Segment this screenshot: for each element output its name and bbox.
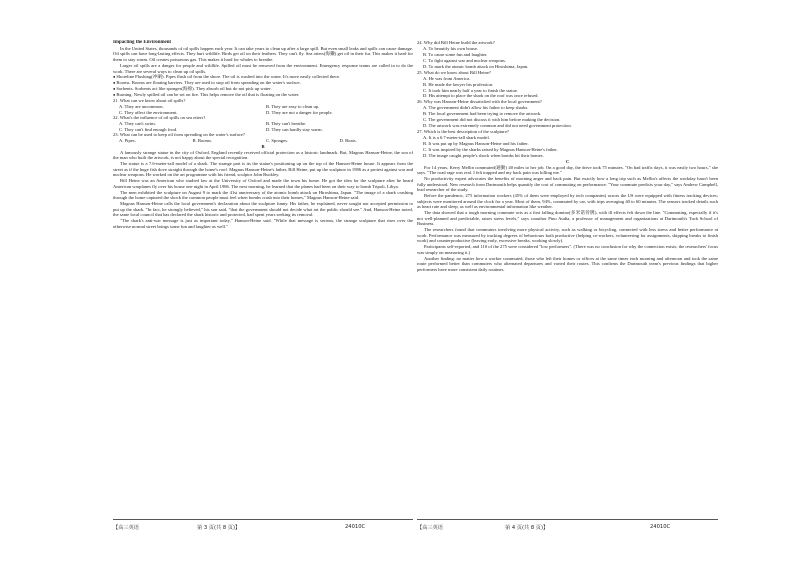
option: C. To fight against war and nuclear weapons.	[423, 57, 506, 63]
option: B. To cause some fun and laughter.	[423, 51, 488, 57]
paragraph: "The shark's anti-war message is just as important today," Hanson-Heine said. "While that message is serious, the strange sculpture that rises over the otherwise normal street brings some fun and laughter as well."	[113, 218, 413, 229]
option: C. They can't find enough food.	[119, 126, 178, 132]
question-21: 21. What can we know about oil spills?	[113, 98, 186, 104]
footer-subject: 【高三英语	[113, 525, 139, 531]
option: D. Boats.	[339, 138, 357, 144]
question-27: 27. Which is the best description of the sculpture?	[417, 129, 509, 135]
option: B. They can't breathe.	[266, 121, 307, 127]
paragraph: Before the pandemic, 275 information workers (45% of them were employed by tech companies) across the US were equipped with fitness tracking devices; subjects were monitored around the clock for a year. Most of them, 94%, commuted by car, with trips averaging 40 to 60 minutes. The sensors tracked details such as heart rate and sleep, as well as environmental information like weather.	[417, 193, 718, 210]
option: D. To mark the atomic bomb attack on Hiroshima, Japan.	[423, 63, 529, 69]
section-c-heading: C	[565, 158, 570, 164]
question-23: 23. What can be used to keep oil from spreading on the water's surface?	[113, 132, 245, 138]
right-page-column	[417, 40, 718, 510]
option: C. It took him nearly half a year to finish the statue.	[423, 87, 519, 93]
paragraph: Magnus Hanson-Heine calls the local government's declaration about the sculpture funny. His father, he explained, never sought nor accepted permission to put up the shark. "In fact, he strongly believed," his son said, "that the government should not decide what art the public should see." And, Hanson-Heine noted, the same local council that has declared the shark historic and protected, had spent years seeking its removal.	[113, 201, 413, 218]
question-21-options	[113, 104, 413, 115]
question-24: 24. Why did Bill Heine build the artwork?	[417, 40, 495, 45]
footer-page-number: 第 3 页(共 8 页)】	[197, 525, 241, 531]
question-25: 25. What do we know about Bill Heine?	[417, 69, 491, 75]
option: C. It was inspired by the sharks raised by Magnus Hanson-Heine's father.	[423, 146, 558, 152]
option: B. The local government had been trying to remove the artwork.	[423, 111, 542, 117]
question-23-options	[113, 138, 413, 144]
paragraph: The researchers found that commuters involving more physical activity, such as walking or bicycling, connected with less stress and better performance at work. Performance was measured by tracking degrees of behaviours both productive (helping co-workers, volunteering for assignments, skipping breaks to finish work) and counterproductive (leaving early, excessive breaks, working slowly).	[417, 227, 718, 244]
option: A. They can't swim.	[119, 121, 156, 127]
footer-divider	[113, 519, 413, 520]
option: D. The artwork was extremely common and did not need government protection.	[423, 123, 572, 129]
footer-page-number: 第 4 页(共 8 页)】	[505, 525, 549, 531]
option: B. He made the lawyer his profession.	[423, 81, 494, 87]
paragraph: The data showed that a tough morning commute acts as a first falling domino(多米诺骨牌), with ill effects felt down the line. "Commuting, especially if it's not well-planned and predictable, raises stress levels," says coauthor Pino Audia, a professor of management and organizations at Dartmouth's Tuck School of Business.	[417, 210, 718, 227]
option: D. They can hardly stay warm.	[266, 126, 323, 132]
option: B. Booms.	[192, 138, 213, 144]
option: B. They are easy to clean up.	[266, 104, 320, 110]
option: D. The image caught people's shock when bombs hit their homes.	[423, 152, 544, 158]
option: B. It was put up by Magnus Hanson-Heine and his father.	[423, 140, 529, 146]
question-22: 22. What's the influence of oil spills on sea otters?	[113, 115, 206, 121]
paragraph: For 14 years, Kerry Mellin commuted(通勤) 40 miles to her job. On a good day, the drive took 75 minutes. "On bad traffic days, it was easily two hours," she says. "The road rage was real. I felt trapped and my back pain was killing me."	[417, 164, 718, 176]
option: C. They affect the environment.	[119, 109, 178, 115]
option: D. His attempt to place the shark on the roof was once refused.	[423, 93, 539, 99]
footer-divider	[417, 519, 718, 520]
footer-subject: 【高三英语	[417, 525, 443, 531]
paragraph: No productivity expert advocates the benefits of morning anger and back pain. But exactly how a long trip such as Mellin's affects the workday hasn't been fully understood. New research from Dartmouth helps quantify the cost of commuting on performance. "Your commute predicts your day," says Andrew Campbell, lead researcher of the study.	[417, 176, 718, 193]
paragraph: Participants self-reported, and 110 of the 275 were considered "low performers". (There was no conclusion for why the connection exists; the researchers' focus was simply on measuring it.)	[417, 244, 718, 255]
option: A. He was from America.	[423, 75, 471, 81]
paragraph: Larger oil spills are a danger for people and wildlife. Spilled oil must be removed from the environment. Emergency response teams are called in to do the work. There are several ways to clean up oil spills.	[113, 62, 413, 74]
option: A. Pipes.	[119, 138, 136, 144]
option: D. They are not a danger for people.	[266, 109, 333, 115]
section-b-heading: B	[261, 143, 265, 149]
option: A. The government didn't allow his father to keep sharks.	[423, 105, 529, 111]
paragraph: A famously strange statue in the city of Oxford, England recently received official protection as a historic landmark. But, Magnus Hanson-Heine, the son of the man who built the artwork, is not happy about the special recognition.	[113, 149, 413, 161]
passage-a-title: Impacting the Environment	[113, 40, 172, 45]
left-page-column	[113, 40, 413, 510]
paragraph: Another finding: no matter how a worker commuted, those who left their homes or offices at the same times each morning and afternoon and took the same route performed better than commuters who alternated departures and varied their routes. This confirms the Dartmouth team's previous findings that higher performers have more consistent daily routines.	[417, 255, 718, 272]
question-22-options	[113, 121, 413, 132]
option: C. The government did not discuss it with him before making the decision.	[423, 117, 561, 123]
footer-code: 24010C	[650, 524, 671, 530]
paragraph: The men exhibited the sculpture on August 9 to mark the 41st anniversary of the atomic bomb attack on Hiroshima, Japan. "The image of a shark crashing through the home captured the shock the common people must feel when bombs crash into their homes," Magnus Hanson-Heine said.	[113, 189, 413, 201]
footer-code: 24010C	[345, 524, 366, 530]
bullet-item: ● Booms. Booms are floating barriers. They are used to stop oil from spreading on the water's surface.	[113, 80, 413, 86]
bullet-item: ● Sorbents. Sorbents act like sponges(海绵). They absorb oil but do not pick up water.	[113, 86, 413, 92]
option: A. To beautify his own house.	[423, 45, 479, 51]
option: A. It is a 6.7-meter-tall shark model.	[423, 135, 490, 140]
paragraph: In the United States, thousands of oil spills happen each year. It can take years to clean up after a large spill. But even small leaks and spills can cause damage. Oil spills can have long-lasting effects. They hurt wildlife. Birds get oil on their feathers. They can't fly. Sea otters(海獭) get oil in their fur. This makes it hard for them to stay warm. Oil creates poisonous gas. This makes it hard for whales to breathe.	[113, 45, 413, 63]
question-26: 26. Why was Hanson-Heine dissatisfied with the local government?	[417, 99, 542, 105]
option: A. They are uncommon.	[119, 104, 164, 110]
bullet-item: ● Burning. Newly spilled oil can be set on fire. This helps remove the oil that is floating on the water.	[113, 92, 413, 98]
paragraph: Bill Heine was an American who studied law at the University of Oxford and made the town his home. He got the idea for the sculpture after he heard American warplanes fly over his house one night in April 1986. The next morning, he learned that the planes had been on their way to bomb Tripoli, Libya.	[113, 178, 413, 189]
option: C. Sponges.	[266, 138, 289, 144]
paragraph: The statue is a 7.6-meter-tall model of a shark. The strange part is its the statue's positioning up on the top of the Hanson-Heine house. It appears from the street as if the huge fish dove straight through the home's roof. Magnus Hanson-Heine's father, Bill Heine, put up the sculpture in 1986 as a protest against war and nuclear weapons. He worked on the art programme with his friend, sculptor John Buckley.	[113, 161, 413, 178]
bullet-item: ● Shoreline Flushing(冲刷). Pipes flush oil from the shore. The oil is washed into the water. It's more easily collected there.	[113, 74, 413, 80]
